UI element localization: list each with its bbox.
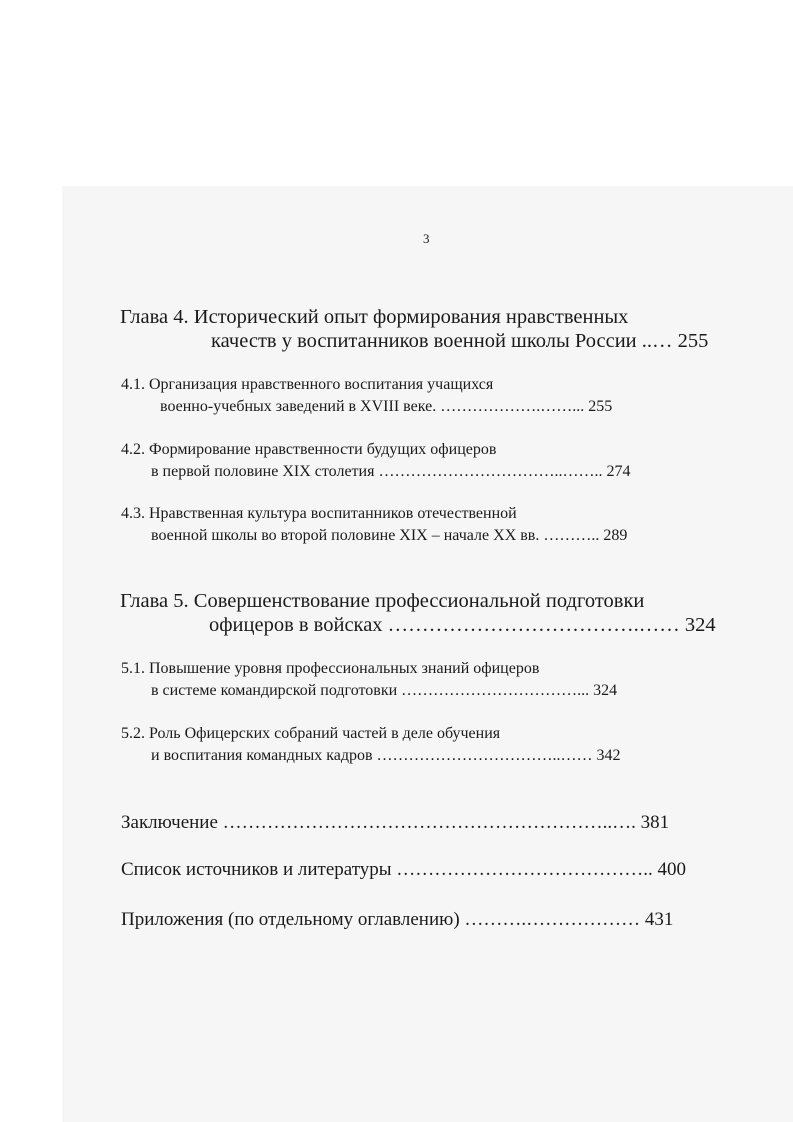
section-5-1-line-1: 5.1. Повышение уровня профессиональных знаний офицеров: [121, 660, 540, 677]
chapter-5-title-line-1: Глава 5. Совершенствование профессиональной подготовки: [120, 590, 645, 612]
section-5-2-line-2: и воспитания командных кадров ……………………………..…… 342: [151, 747, 621, 764]
section-5-2-line-1: 5.2. Роль Офицерских собраний частей в деле обучения: [121, 725, 501, 742]
sources-entry: Список источников и литературы ………………………………….. 400: [121, 859, 687, 880]
section-4-1-line-1: 4.1. Организация нравственного воспитания учащихся: [121, 376, 494, 393]
page-number: 3: [423, 231, 430, 246]
section-4-2-line-2: в первой половине XIX столетия ……………………………..…….. 274: [151, 463, 631, 480]
section-4-1-line-2: военно-учебных заведений в XVIII веке. ……………….……... 255: [160, 398, 613, 415]
chapter-5-title-line-2: офицеров в войсках ……………………………….…… 324: [209, 614, 716, 636]
section-5-1-line-2: в системе командирской подготовки ……………………………... 324: [151, 682, 618, 699]
section-4-3-line-2: военной школы во второй половине XIX – начале XX вв. ……….. 289: [151, 527, 628, 544]
section-4-3-line-1: 4.3. Нравственная культура воспитанников отечественной: [121, 505, 517, 522]
section-4-2-line-1: 4.2. Формирование нравственности будущих офицеров: [121, 441, 497, 458]
appendices-entry: Приложения (по отдельному оглавлению) ……….……………… 431: [121, 909, 674, 930]
chapter-4-title-line-1: Глава 4. Исторический опыт формирования нравственных: [120, 306, 629, 328]
conclusion-entry: Заключение ……………………………………………………..…. 381: [121, 812, 670, 833]
chapter-4-title-line-2: качеств у воспитанников военной школы России ..… 255: [211, 330, 709, 352]
